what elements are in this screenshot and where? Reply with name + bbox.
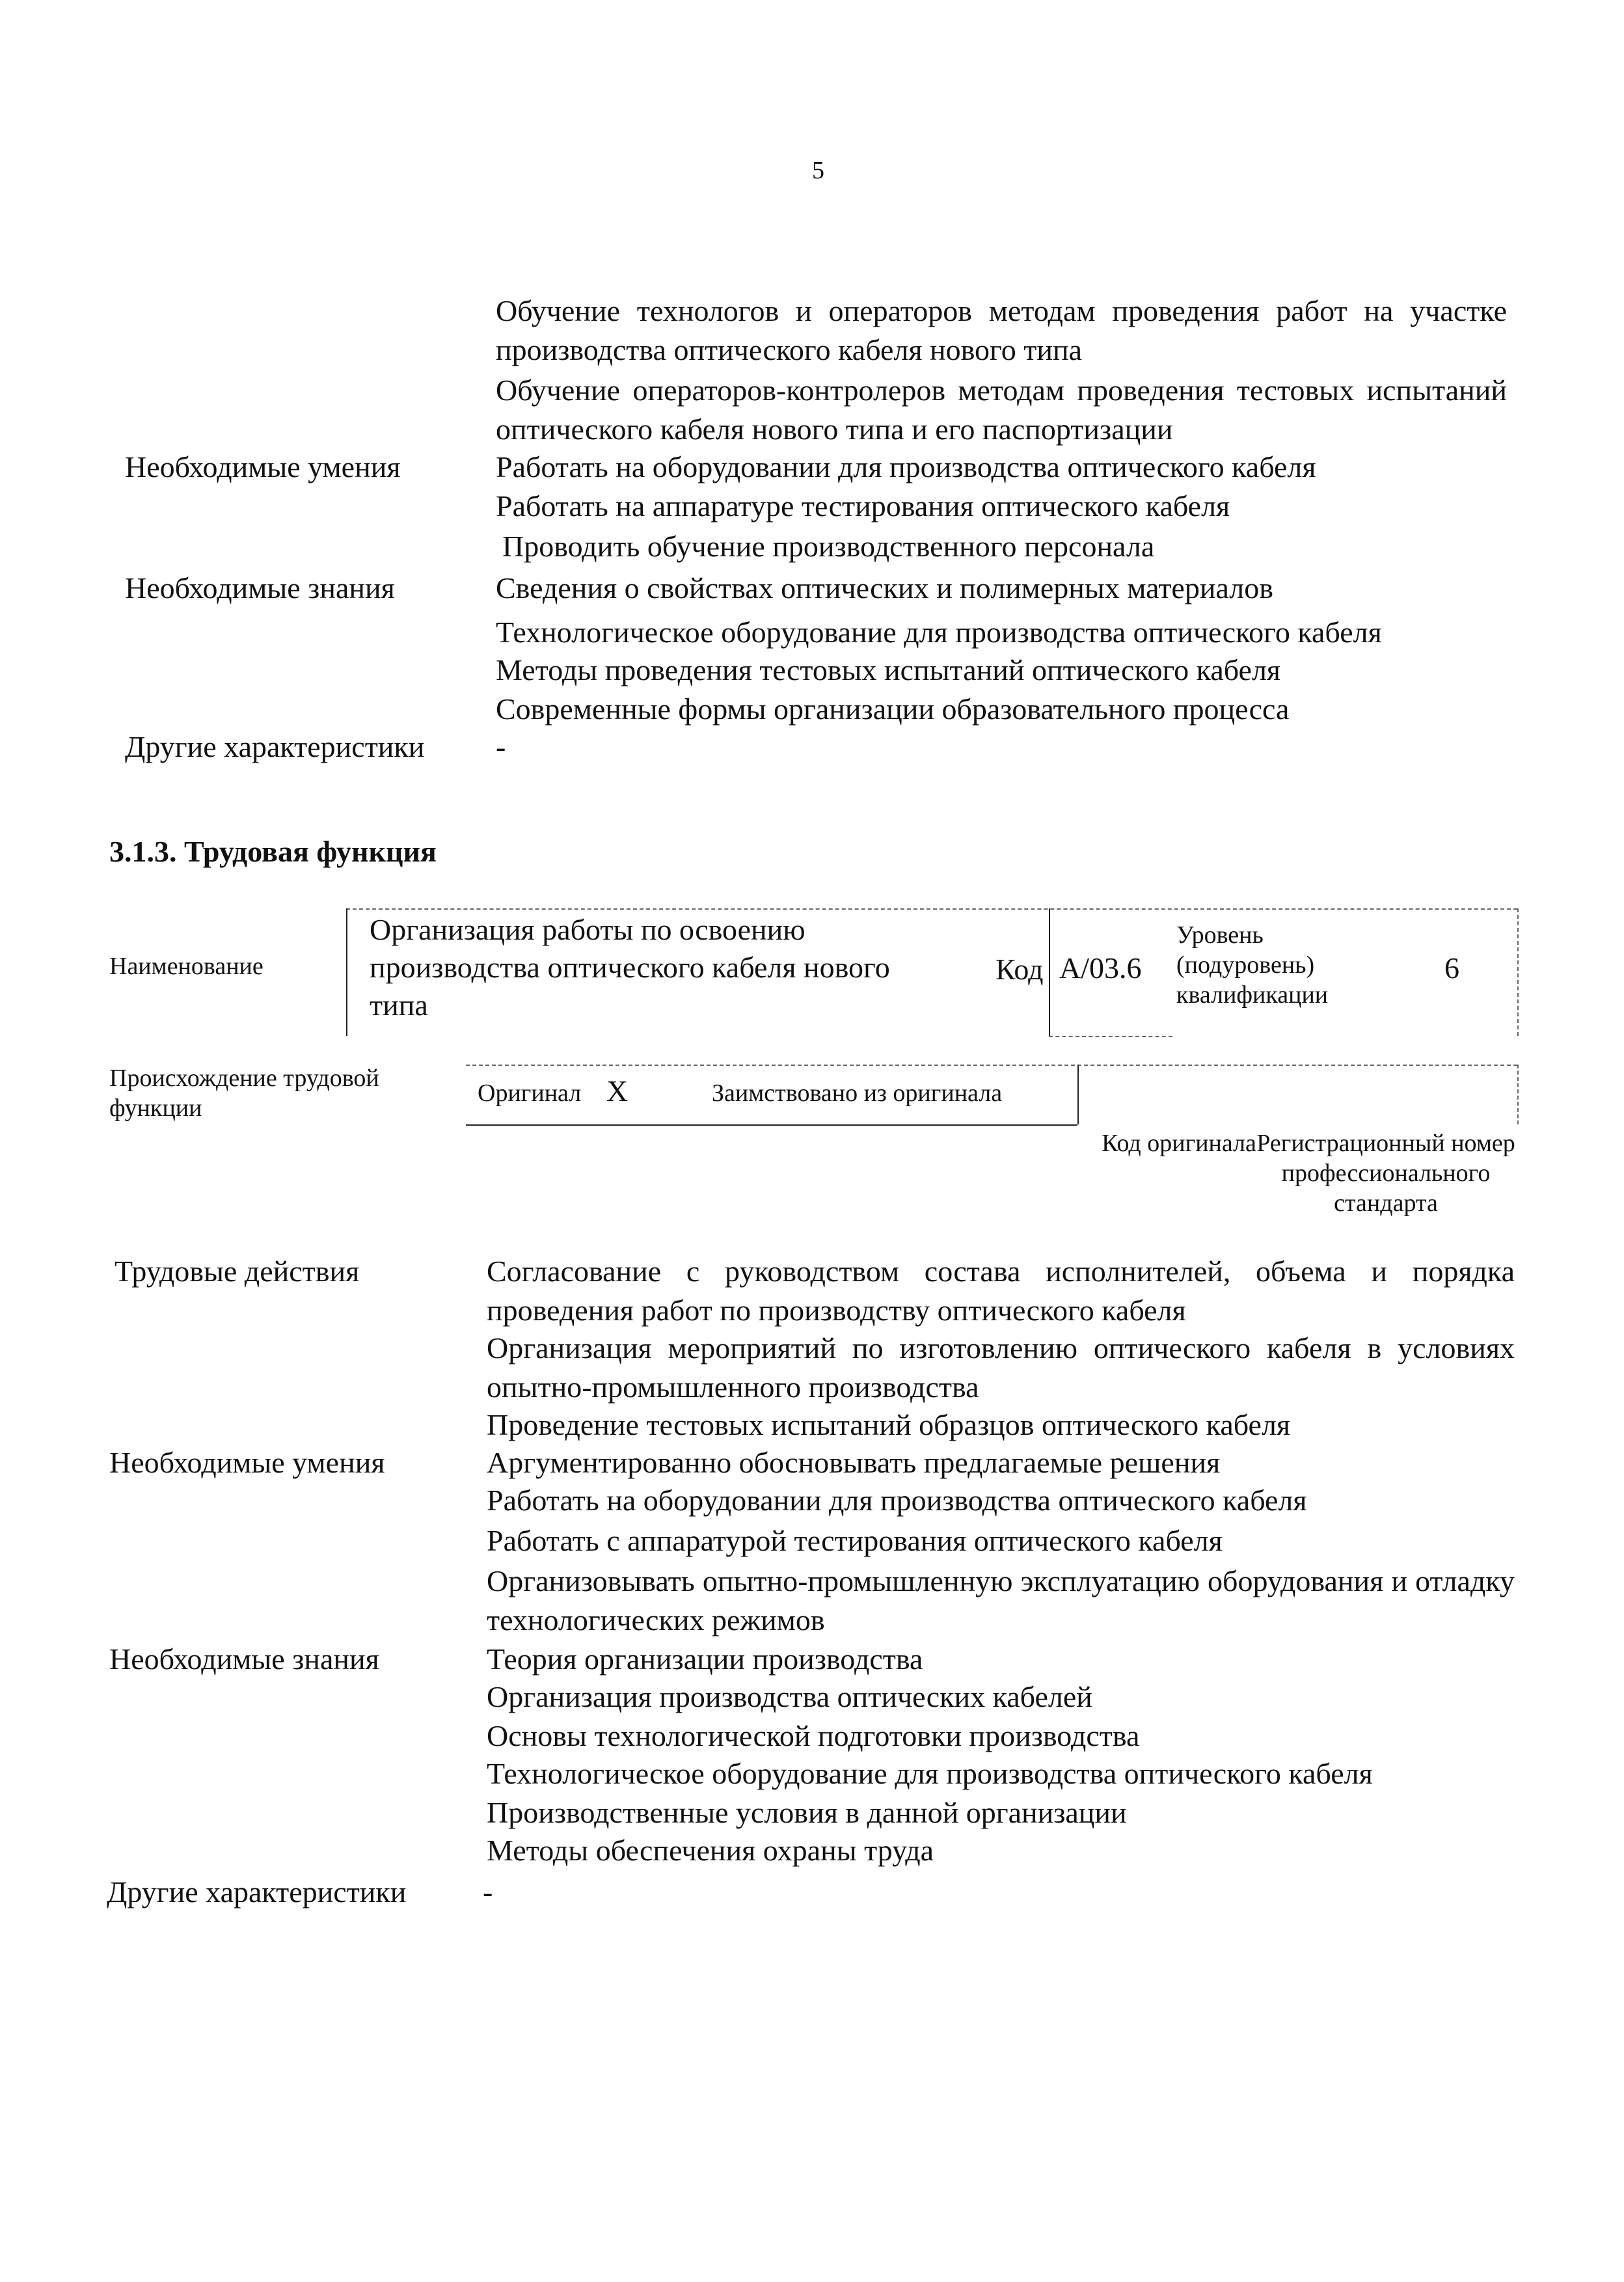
knowledge-item: Технологическое оборудование для производства оптического кабеля bbox=[496, 616, 1382, 649]
origin-label: Происхождение трудовой функции bbox=[109, 1065, 379, 1122]
knowledge-item: Организация производства оптических кабелей bbox=[487, 1680, 1092, 1713]
other-value: - bbox=[483, 1875, 493, 1908]
knowledge-item: Методы обеспечения охраны труда bbox=[487, 1834, 934, 1867]
knowledge-item: Современные формы организации образовательного процесса bbox=[496, 692, 1290, 726]
action-item: Обучение операторов-контролеров методам проведения тестовых испытаний оптического кабеля нового типа и его паспортизации bbox=[496, 374, 1507, 446]
table-border bbox=[1517, 1065, 1519, 1124]
action-item: Организация мероприятий по изготовлению оптического кабеля в условиях опытно-промышленного производства bbox=[487, 1331, 1515, 1404]
skill-item: Аргументированно обосновывать предлагаемые решения bbox=[487, 1446, 1221, 1479]
table-border bbox=[346, 908, 347, 1036]
knowledge-item: Теория организации производства bbox=[487, 1642, 923, 1676]
knowledge-label: Необходимые знания bbox=[125, 571, 395, 604]
knowledge-item: Сведения о свойствах оптических и полимерных материалов bbox=[496, 571, 1273, 604]
code-value: А/03.6 bbox=[1059, 951, 1142, 985]
code-original-caption: Код оригинала bbox=[1102, 1130, 1256, 1157]
original-mark: Х bbox=[606, 1074, 629, 1107]
other-value: - bbox=[496, 730, 506, 763]
original-label: Оригинал bbox=[478, 1080, 582, 1107]
knowledge-label: Необходимые знания bbox=[109, 1642, 379, 1676]
skills-label: Необходимые умения bbox=[125, 450, 401, 483]
table-border bbox=[1049, 908, 1050, 1036]
level-value: 6 bbox=[1444, 951, 1459, 985]
skill-item: Работать на оборудовании для производства оптического кабеля bbox=[496, 450, 1316, 483]
name-value: Организация работы по освоению производства оптического кабеля нового типа bbox=[370, 913, 890, 1022]
skill-item: Работать на аппаратуре тестирования оптического кабеля bbox=[496, 489, 1230, 523]
section-heading: 3.1.3. Трудовая функция bbox=[109, 835, 437, 868]
knowledge-item: Основы технологической подготовки производства bbox=[487, 1719, 1140, 1752]
skill-item: Проводить обучение производственного персонала bbox=[502, 530, 1155, 563]
table-border bbox=[1077, 1065, 1079, 1124]
table-border bbox=[466, 1124, 1077, 1126]
table-border bbox=[466, 1065, 1517, 1066]
level-label: Уровень (подуровень) квалификации bbox=[1176, 921, 1329, 1009]
table-border bbox=[346, 908, 1517, 910]
action-item: Согласование с руководством состава исполнителей, объема и порядка проведения работ по производству оптического кабеля bbox=[487, 1255, 1515, 1327]
code-label: Код bbox=[995, 953, 1044, 986]
action-item: Проведение тестовых испытаний образцов оптического кабеля bbox=[487, 1408, 1291, 1441]
skill-item: Работать на оборудовании для производства оптического кабеля bbox=[487, 1484, 1307, 1517]
skills-label: Необходимые умения bbox=[109, 1446, 385, 1479]
knowledge-item: Технологическое оборудование для производства оптического кабеля bbox=[487, 1757, 1373, 1790]
skill-item: Организовывать опытно-промышленную эксплуатацию оборудования и отладку технологических режимов bbox=[487, 1564, 1515, 1637]
name-label: Наименование bbox=[109, 953, 264, 980]
borrowed-label: Заимствовано из оригинала bbox=[712, 1080, 1003, 1107]
actions-label: Трудовые действия bbox=[115, 1255, 360, 1288]
knowledge-item: Методы проведения тестовых испытаний оптического кабеля bbox=[496, 653, 1281, 686]
other-label: Другие характеристики bbox=[107, 1875, 407, 1908]
knowledge-item: Производственные условия в данной организации bbox=[487, 1796, 1127, 1829]
other-label: Другие характеристики bbox=[125, 730, 425, 763]
reg-number-caption: Регистрационный номер профессионального стандарта bbox=[1256, 1130, 1515, 1217]
skill-item: Работать с аппаратурой тестирования оптического кабеля bbox=[487, 1524, 1223, 1557]
page-number: 5 bbox=[812, 157, 824, 184]
action-item: Обучение технологов и операторов методам проведения работ на участке производства оптического кабеля нового типа bbox=[496, 294, 1507, 366]
table-border bbox=[1517, 908, 1519, 1036]
table-border bbox=[1049, 1036, 1172, 1037]
